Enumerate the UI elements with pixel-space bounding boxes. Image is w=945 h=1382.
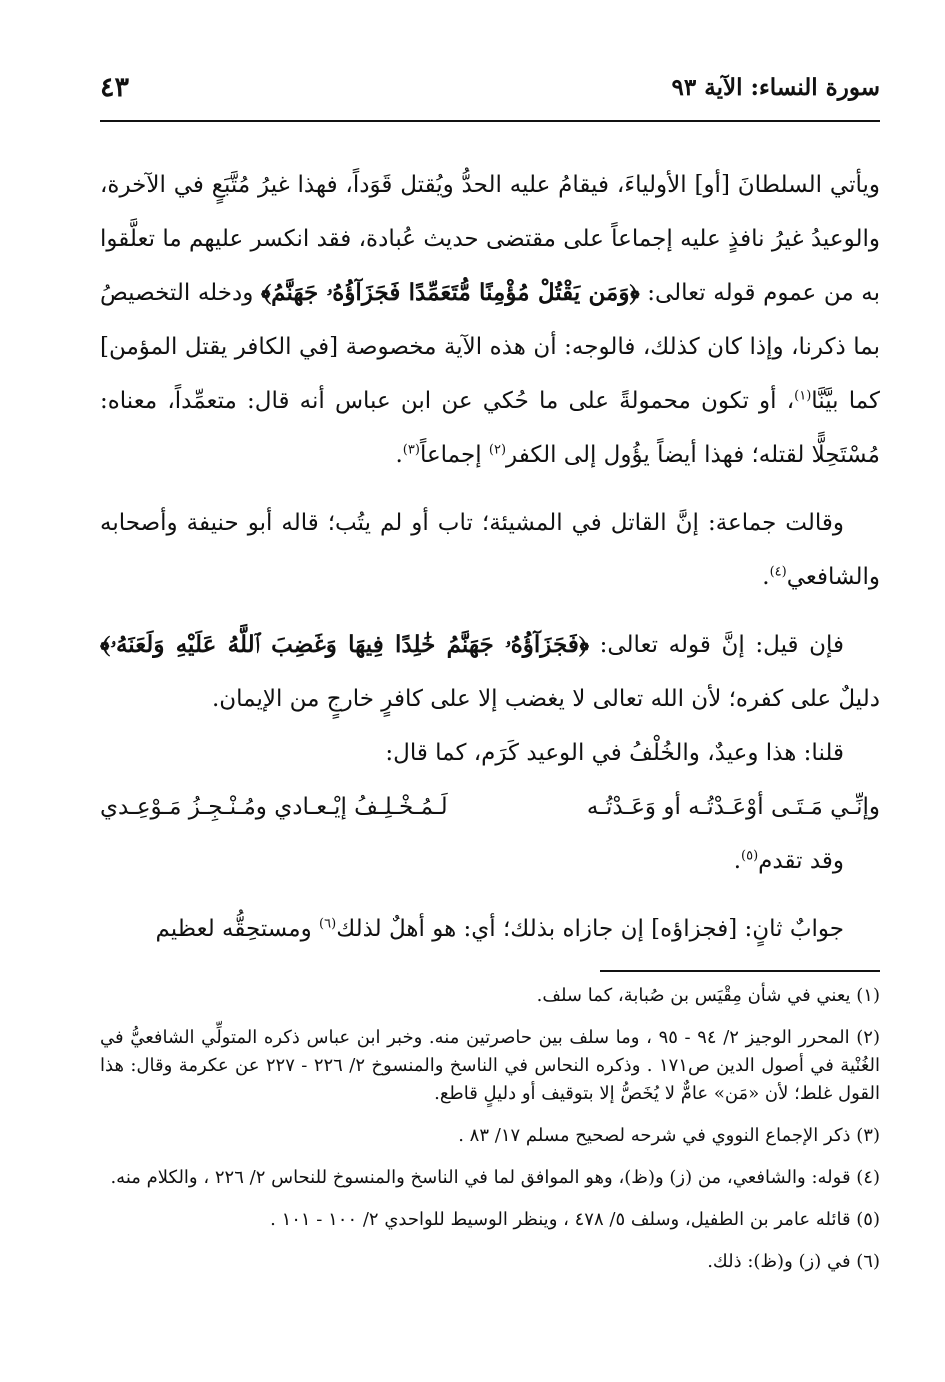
footnote-5: (٥) قائله عامر بن الطفيل، وسلف ٥/ ٤٧٨ ، وينظر الوسيط للواحدي ٢/ ١٠٠ - ١٠١ . <box>270 1209 880 1230</box>
header-rule <box>100 120 880 122</box>
footnote-ref-2: (٢) <box>488 442 507 458</box>
footnote-4: (٤) قوله: والشافعي، من (ز) و(ظ)، وهو الموافق لما في الناسخ والمنسوخ للنحاس ٢/ ٢٢٦ ، والكلام منه. <box>110 1167 880 1188</box>
footnote-ref-4: (٤) <box>769 564 787 580</box>
paragraph-3-text-b: دليلٌ على كفره؛ لأن الله تعالى لا يغضب إلا على كافرٍ خارجٍ من الإيمان. <box>211 686 880 712</box>
footnote-1: (١) يعني في شأن مِقْيَس بن صُبابة، كما سلف. <box>536 985 880 1006</box>
paragraph-1-text-b: ودخله التخصيصُ بما ذكرنا، وإذا كان كذلك، فالوجه: أن هذه الآية مخصوصة [في الكافر يقتل المؤمن] كما بيَّنَّا <box>100 280 880 414</box>
paragraph-5-text-b: . <box>733 848 742 874</box>
paragraph-3 <box>100 618 880 726</box>
quran-verse-2: ﴿فَجَزَآؤُهُۥ جَهَنَّمُ خَٰلِدًا فِيهَا وَغَضِبَ ٱللَّهُ عَلَيْهِ وَلَعَنَهُۥ﴾ <box>100 631 590 658</box>
paragraph-1-text-e: . <box>395 442 403 468</box>
footnote-ref-1: (١) <box>794 388 812 404</box>
paragraph-6-text-b: ومستحِقُّه لعظيم <box>155 916 320 942</box>
paragraph-1 <box>100 158 880 482</box>
poetry-verse <box>100 780 880 834</box>
paragraph-6-text-a: جوابٌ ثانٍ: [فجزاؤه] إن جازاه بذلك؛ أي: هو أهلٌ لذلك <box>336 916 844 942</box>
running-title: سورة النساء: الآية ٩٣ <box>671 74 880 101</box>
footnote-ref-5: (٥) <box>741 848 759 864</box>
paragraph-1-text-d: إجماعاً <box>419 442 489 468</box>
paragraph-2-text-a: وقالت جماعة: إنَّ القاتل في المشيئة؛ تاب أو لم يتُب؛ قاله أبو حنيفة وأصحابه والشافعي <box>100 510 880 590</box>
paragraph-2 <box>100 496 880 604</box>
paragraph-3-text-a: فإن قيل: إنَّ قوله تعالى: <box>589 632 845 658</box>
verse-hemistich-2: لَـمُـخْـلِـفُ إيْـعـادي ومُـنْـجِـزُ مَـوْعِـدي <box>100 794 448 820</box>
footnote-rule <box>600 970 880 972</box>
page-header <box>100 70 880 120</box>
paragraph-1-text-c: ، أو تكون محمولةً على ما حُكي عن ابن عباس أنه قال: متعمِّداً، معناه: مُسْتَحِلًّا لقتله؛ فهذا أيضاً يؤُول إلى الكفر <box>100 388 880 468</box>
paragraph-2-text-b: . <box>762 564 770 590</box>
main-text <box>100 158 880 956</box>
footnote-3: (٣) ذكر الإجماع النووي في شرحه لصحيح مسلم ١٧/ ٨٣ . <box>458 1125 880 1146</box>
paragraph-5 <box>100 834 880 888</box>
footnote-2: (٢) المحرر الوجيز ٢/ ٩٤ - ٩٥ ، وما سلف بين حاصرتين منه. وخبر ابن عباس ذكره المتولِّي الشافعيُّ في الغُنْية في أصول الدين ص١٧١ . وذكره النحاس في الناسخ والمنسوخ ٢/ ٢٢٦ - ٢٢٧ عن عكرمة وقال: هذا القول غلط؛ لأن «مَن» عامٌّ لا يُخَصُّ إلا بتوقيف أو دليلٍ قاطع. <box>100 1027 880 1104</box>
verse-hemistich-1: وإنِّـي مَـتَـى أوْعَـدْتُـه أو وَعَـدْتُـه <box>586 794 880 820</box>
page-number: ٤٣ <box>100 72 130 103</box>
paragraph-4: قلنا: هذا وعيدٌ، والخُلْفُ في الوعيد كَرَم، كما قال: <box>385 740 844 766</box>
footnote-ref-6: (٦) <box>319 916 337 932</box>
paragraph-5-text-a: وقد تقدم <box>758 848 844 874</box>
footnotes <box>100 982 880 1290</box>
footnote-ref-3: (٣) <box>402 442 420 458</box>
footnote-6: (٦) في (ز) و(ظ): ذلك. <box>707 1251 880 1272</box>
quran-verse-1: ﴿وَمَن يَقْتُلْ مُؤْمِنًا مُّتَعَمِّدًا فَجَزَآؤُهُۥ جَهَنَّمُ﴾ <box>260 279 640 306</box>
paragraph-6 <box>100 902 880 956</box>
paragraph-1-text-a: ويأتي السلطانَ [أو] الأولياءَ، فيقامُ عليه الحدُّ ويُقتل قَوَداً، فهذا غيرُ مُتَّبَعٍ في الآخرة، والوعيدُ غيرُ نافذٍ عليه إجماعاً على مقتضى حديث عُبادة، فقد انكسر عليهم ما تعلَّقوا به من عموم قوله تعالى: <box>100 172 880 306</box>
